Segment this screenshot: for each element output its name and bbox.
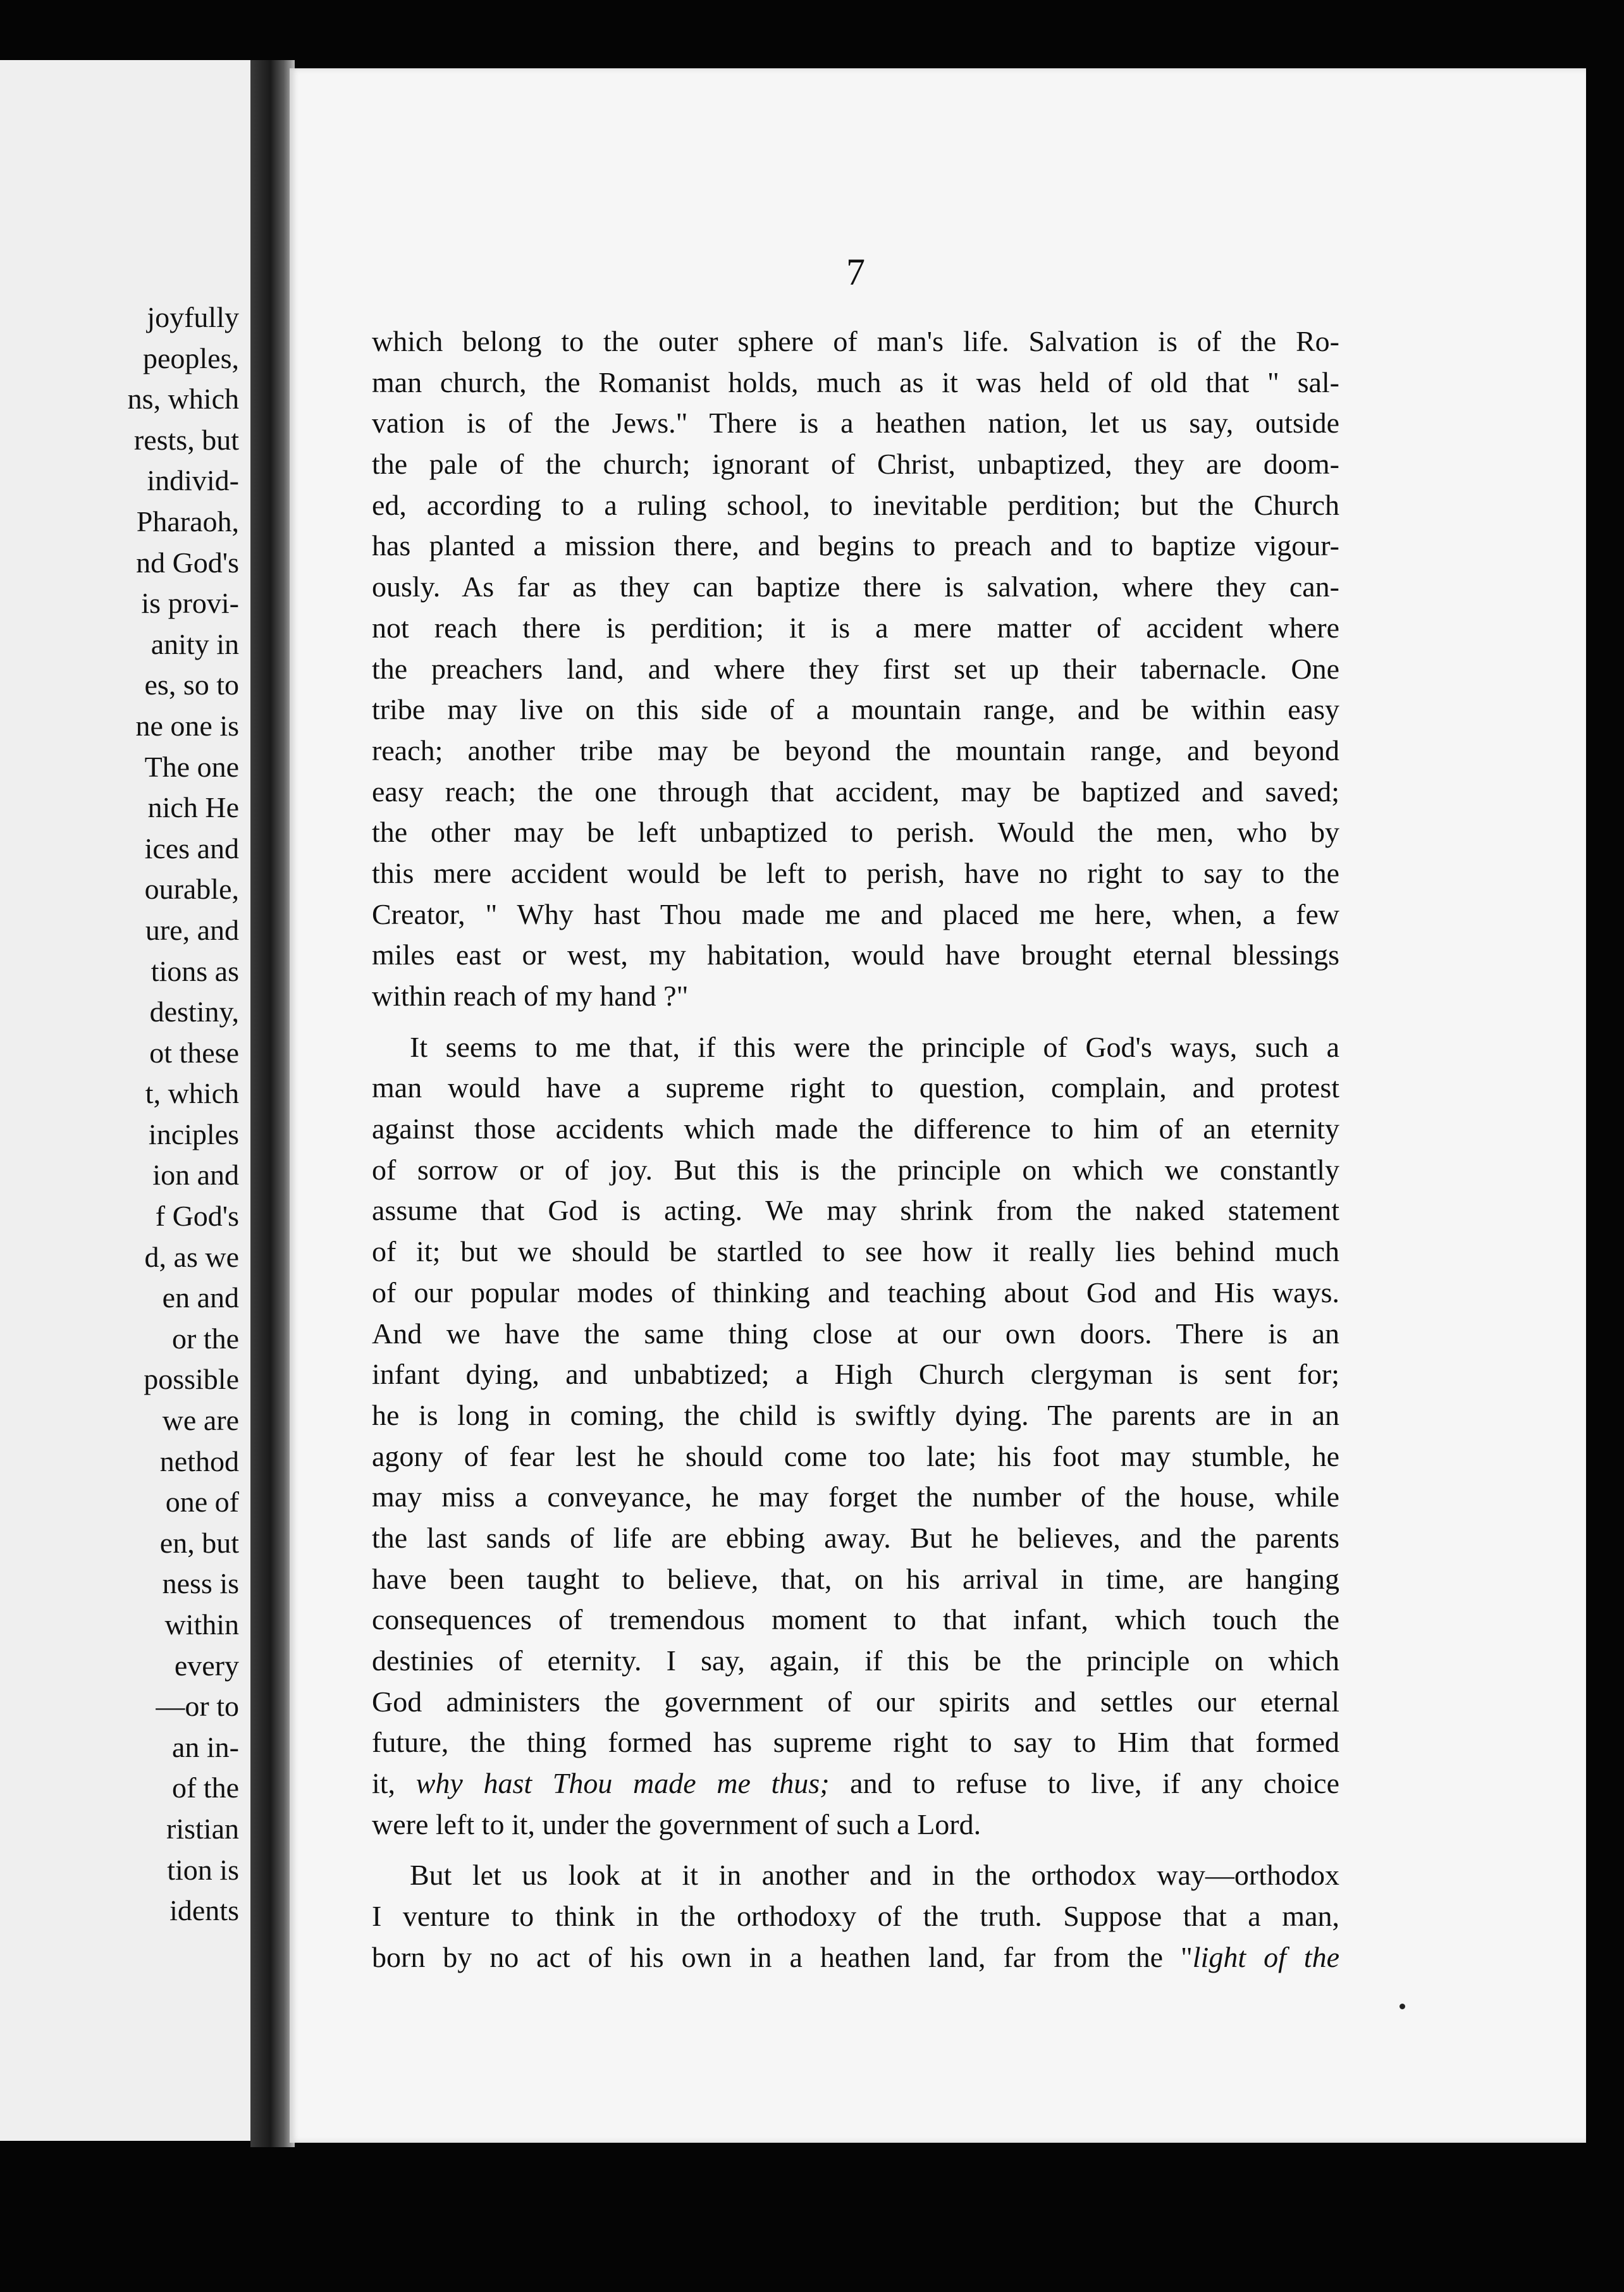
text-line: have been taught to believe, that, on his arrival in time, are hanging <box>372 1562 1339 1595</box>
left-page-line: nich He <box>147 791 239 824</box>
left-page-line: individ- <box>147 464 239 497</box>
left-page-line: Pharaoh, <box>136 505 239 538</box>
left-page-line: an in- <box>171 1730 239 1763</box>
text-line: miles east or west, my habitation, would have brought eternal blessings <box>372 939 1339 971</box>
page-body <box>372 321 1339 1978</box>
left-page-line: es, so to <box>144 668 239 701</box>
text-line: against those accidents which made the difference to him of an eternity <box>372 1112 1339 1145</box>
text-line: man church, the Romanist holds, much as it was held of old that " sal- <box>372 366 1339 398</box>
text-line: of it; but we should be startled to see how it really lies behind much <box>372 1235 1339 1268</box>
left-page-line: one of <box>165 1486 239 1519</box>
left-page-line: tions as <box>151 954 239 987</box>
italic-phrase: why hast Thou made me thus; <box>415 1767 830 1800</box>
text-line: vation is of the Jews." There is a heathen nation, let us say, outside <box>372 407 1339 440</box>
text-line: of our popular modes of thinking and teaching about God and His ways. <box>372 1276 1339 1309</box>
left-page-line: peoples, <box>142 342 239 374</box>
text-line: But let us look at it in another and in the orthodox way—orthodox <box>410 1859 1339 1892</box>
left-page-line: ion and <box>152 1159 239 1192</box>
left-page-line: possible <box>144 1363 239 1396</box>
left-page-line: of the <box>171 1771 239 1804</box>
left-page-line: ourable, <box>144 873 239 906</box>
left-page-line: ristian <box>166 1812 239 1845</box>
text-line: were left to it, under the government of such a Lord. <box>372 1808 981 1840</box>
left-page-line: tion is <box>167 1853 239 1886</box>
book-gutter <box>250 60 295 2147</box>
text-line: ed, according to a ruling school, to inevitable perdition; but the Church <box>372 488 1339 521</box>
text-line: assume that God is acting. We may shrink from the naked statement <box>372 1194 1339 1227</box>
left-page-line: is provi- <box>141 587 239 620</box>
text-line: it, why hast Thou made me thus; and to refuse to live, if any choice <box>372 1767 1339 1800</box>
text-line: agony of fear lest he should come too late; his foot may stumble, he <box>372 1439 1339 1472</box>
text-line: has planted a mission there, and begins to preach and to baptize vigour- <box>372 529 1339 562</box>
text-line: may miss a conveyance, he may forget the number of the house, while <box>372 1481 1339 1513</box>
text-line: the other may be left unbaptized to perish. Would the men, who by <box>372 816 1339 849</box>
text-line: destinies of eternity. I say, again, if this be the principle on which <box>372 1644 1339 1677</box>
left-page-line: within <box>164 1608 239 1641</box>
text-line: reach; another tribe may be beyond the mountain range, and beyond <box>372 734 1339 767</box>
left-page-line: —or to <box>156 1690 239 1723</box>
text-line: future, the thing formed has supreme right to say to Him that formed <box>372 1726 1339 1759</box>
italic-phrase: light of the <box>1192 1940 1339 1973</box>
text-line: man would have a supreme right to question, complain, and protest <box>372 1071 1339 1104</box>
left-page-line: ns, which <box>127 383 239 416</box>
scan-speck <box>1399 2004 1405 2009</box>
left-page-line: we are <box>162 1404 239 1437</box>
left-page-line: ices and <box>144 832 239 865</box>
text-line: God administers the government of our spirits and settles our eternal <box>372 1685 1339 1718</box>
text-line: infant dying, and unbabtized; a High Church clergyman is sent for; <box>372 1358 1339 1391</box>
text-line: consequences of tremendous moment to that infant, which touch the <box>372 1603 1339 1636</box>
text-line: And we have the same thing close at our own doors. There is an <box>372 1317 1339 1350</box>
text-line: within reach of my hand ?" <box>372 980 689 1012</box>
text-line: the last sands of life are ebbing away. But he believes, and the parents <box>372 1521 1339 1554</box>
page-number: 7 <box>846 251 865 293</box>
left-page-line: idents <box>169 1894 239 1927</box>
text-line: easy reach; the one through that accident, may be baptized and saved; <box>372 775 1339 808</box>
left-page-line: d, as we <box>144 1240 239 1273</box>
text-line: born by no act of his own in a heathen land, far from the "light of the <box>372 1940 1339 1973</box>
left-page-line: ot these <box>149 1036 239 1069</box>
left-page-line: destiny, <box>149 995 239 1028</box>
left-page-line: anity in <box>151 627 239 660</box>
text-line: tribe may live on this side of a mountain range, and be within easy <box>372 693 1339 726</box>
left-page-line: nd God's <box>136 546 239 579</box>
left-page-line: nethod <box>159 1445 239 1477</box>
text-line: this mere accident would be left to perish, have no right to say to the <box>372 856 1339 889</box>
left-page-line: The one <box>144 750 239 783</box>
left-page-line: every <box>174 1649 239 1682</box>
left-page-line: rests, but <box>133 423 239 456</box>
paragraph-2 <box>372 1027 1339 1845</box>
text-line: he is long in coming, the child is swiftly dying. The parents are in an <box>372 1398 1339 1431</box>
left-page-line: t, which <box>145 1077 239 1110</box>
left-page-line: inciples <box>148 1118 239 1150</box>
paragraph-3 <box>372 1855 1339 1978</box>
left-page-line: ne one is <box>135 709 239 742</box>
text-line: which belong to the outer sphere of man's life. Salvation is of the Ro- <box>372 325 1339 357</box>
left-page-line: ure, and <box>145 913 239 946</box>
text-line: of sorrow or of joy. But this is the principle on which we constantly <box>372 1153 1339 1186</box>
paragraph-1 <box>372 321 1339 1017</box>
left-page-line: en, but <box>159 1526 239 1559</box>
left-page-line: joyfully <box>147 301 239 333</box>
right-page <box>290 68 1586 2143</box>
text-line: not reach there is perdition; it is a mere matter of accident where <box>372 611 1339 644</box>
left-page-text <box>49 297 239 1932</box>
left-page-line: en and <box>162 1281 239 1314</box>
left-page-line: ness is <box>162 1567 239 1600</box>
left-page-line: f God's <box>155 1200 239 1233</box>
text-line: the pale of the church; ignorant of Christ, unbaptized, they are doom- <box>372 448 1339 481</box>
text-line: Creator, " Why hast Thou made me and placed me here, when, a few <box>372 897 1339 930</box>
text-line: I venture to think in the orthodoxy of the truth. Suppose that a man, <box>372 1900 1339 1933</box>
left-page <box>0 60 253 2141</box>
text-line: It seems to me that, if this were the principle of God's ways, such a <box>410 1030 1339 1063</box>
left-page-line: or the <box>171 1322 239 1355</box>
text-line: the preachers land, and where they first set up their tabernacle. One <box>372 652 1339 685</box>
text-line: ously. As far as they can baptize there is salvation, where they can- <box>372 570 1339 603</box>
